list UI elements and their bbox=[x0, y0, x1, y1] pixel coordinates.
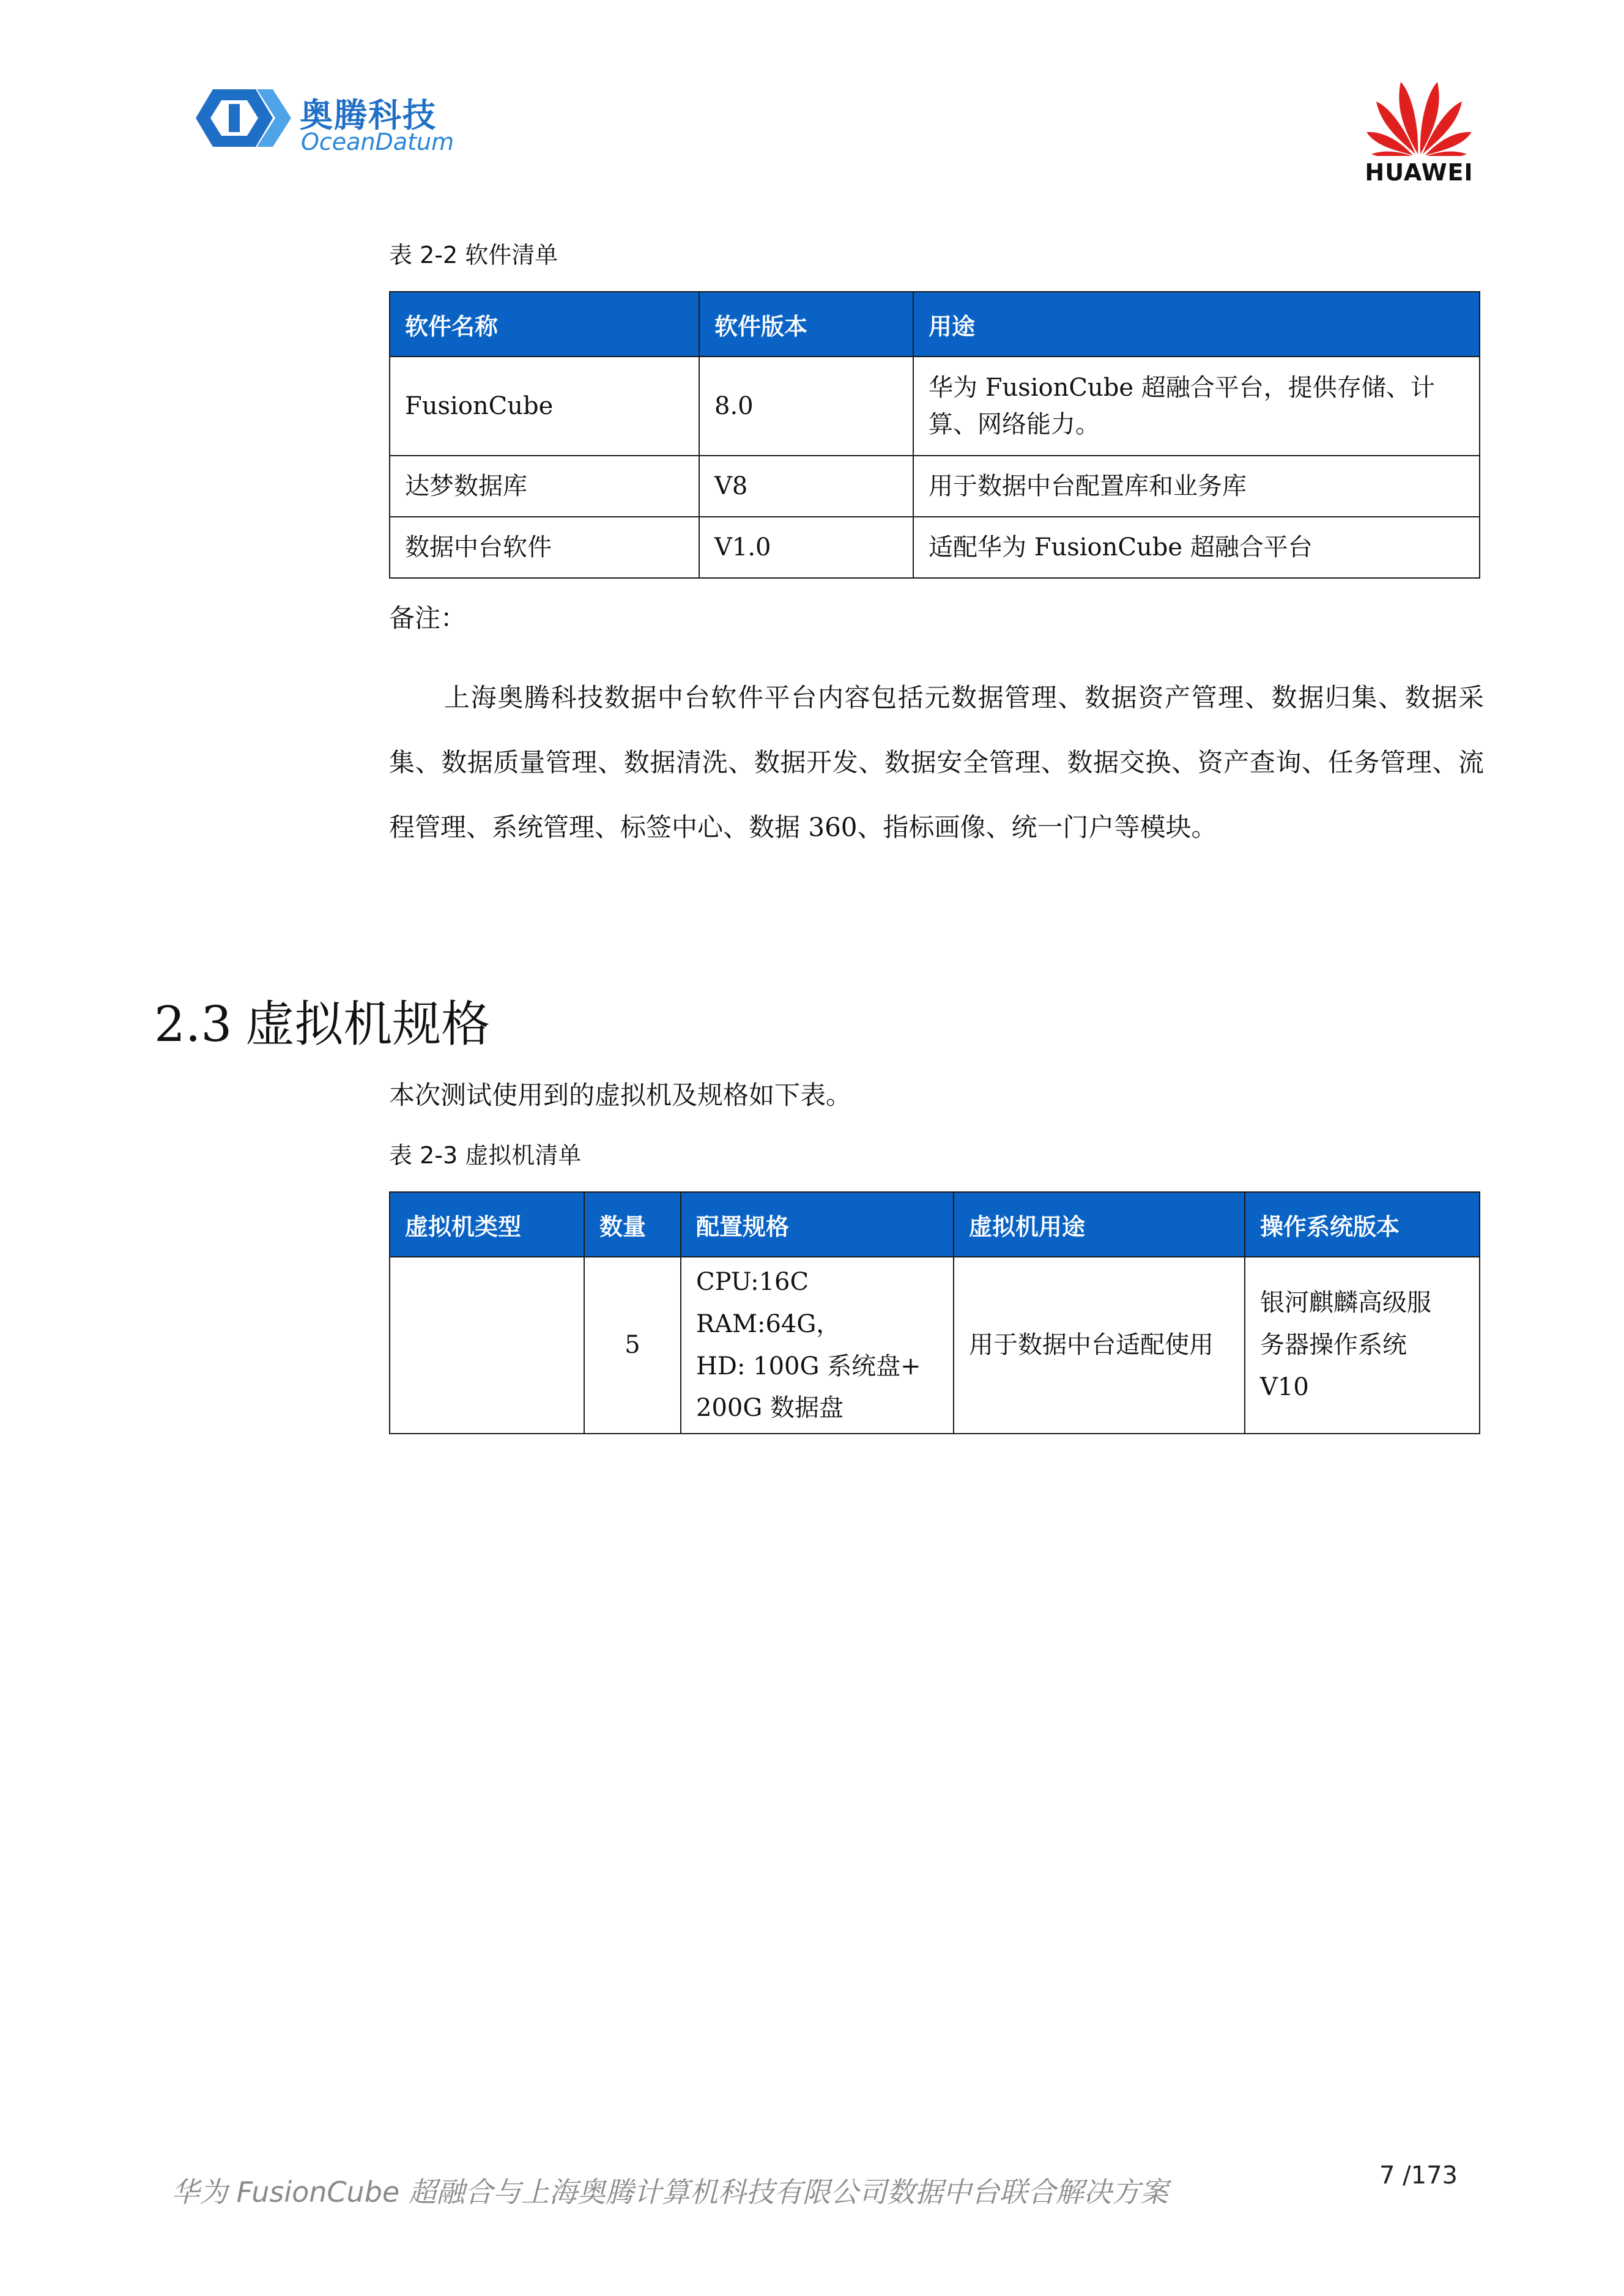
cell-software-version: 8.0 bbox=[699, 357, 913, 456]
huawei-wordmark: HUAWEI bbox=[1365, 159, 1474, 186]
cell-usage: 用于数据中台配置库和业务库 bbox=[913, 456, 1480, 517]
cell-vm-usage: 用于数据中台适配使用 bbox=[954, 1257, 1245, 1434]
col-header-os-version: 操作系统版本 bbox=[1245, 1192, 1480, 1257]
logo-name-en: OceanDatum bbox=[301, 128, 454, 155]
oceandatum-logo bbox=[184, 78, 453, 158]
huawei-petals-icon bbox=[1364, 73, 1474, 156]
cell-spec bbox=[681, 1257, 954, 1434]
vm-table bbox=[389, 1191, 1480, 1434]
note-paragraph: 上海奥腾科技数据中台软件平台内容包括元数据管理、数据资产管理、数据归集、数据采集、数据质量管理、数据清洗、数据开发、数据安全管理、数据交换、资产查询、任务管理、流程管理、系统管理、标签中心、数据 360、指标画像、统一门户等模块。 bbox=[389, 683, 1484, 842]
huawei-logo bbox=[1358, 73, 1480, 186]
section-title: 虚拟机规格 bbox=[245, 996, 491, 1053]
footer-title: 华为 FusionCube 超融合与上海奥腾计算机科技有限公司数据中台联合解决方案 bbox=[171, 2176, 1168, 2209]
note-label: 备注： bbox=[389, 603, 467, 633]
cell-software-version: V8 bbox=[699, 456, 913, 517]
cell-software-name: FusionCube bbox=[390, 357, 699, 456]
os-line: 银河麒麟高级服 bbox=[1260, 1289, 1431, 1317]
table-row bbox=[390, 1257, 1480, 1434]
os-line: V10 bbox=[1260, 1372, 1309, 1401]
col-header-usage: 用途 bbox=[913, 292, 1480, 357]
cell-software-version: V1.0 bbox=[699, 517, 913, 578]
col-header-vm-usage: 虚拟机用途 bbox=[954, 1192, 1245, 1257]
cell-os-version bbox=[1245, 1257, 1480, 1434]
oceandatum-mark-icon bbox=[184, 78, 294, 158]
table-header-row bbox=[390, 1192, 1480, 1257]
spec-line: 200G 数据盘 bbox=[696, 1394, 844, 1423]
table-2-3-caption: 表 2-3 虚拟机清单 bbox=[389, 1142, 582, 1169]
table-header-row bbox=[390, 292, 1480, 357]
spec-line: CPU:16C bbox=[696, 1268, 809, 1296]
table-2-2-caption: 表 2-2 软件清单 bbox=[389, 242, 558, 268]
spec-line: RAM:64G， bbox=[696, 1309, 841, 1338]
section-intro: 本次测试使用到的虚拟机及规格如下表。 bbox=[389, 1080, 852, 1110]
spec-line: HD: 100G 系统盘+ bbox=[696, 1352, 921, 1380]
cell-software-name: 数据中台软件 bbox=[390, 517, 699, 578]
cell-vm-type bbox=[390, 1257, 584, 1434]
section-heading bbox=[154, 985, 490, 1055]
cell-usage: 适配华为 FusionCube 超融合平台 bbox=[913, 517, 1480, 578]
col-header-spec: 配置规格 bbox=[681, 1192, 954, 1257]
table-row bbox=[390, 357, 1480, 456]
col-header-vm-type: 虚拟机类型 bbox=[390, 1192, 584, 1257]
table-row bbox=[390, 517, 1480, 578]
page-number: 7 /173 bbox=[1379, 2161, 1458, 2190]
section-number: 2.3 bbox=[154, 996, 232, 1053]
col-header-software-version: 软件版本 bbox=[699, 292, 913, 357]
cell-usage: 华为 FusionCube 超融合平台，提供存储、计算、网络能力。 bbox=[913, 357, 1480, 456]
col-header-software-name: 软件名称 bbox=[390, 292, 699, 357]
software-table bbox=[389, 291, 1480, 579]
table-row bbox=[390, 456, 1480, 517]
cell-software-name: 达梦数据库 bbox=[390, 456, 699, 517]
col-header-count: 数量 bbox=[584, 1192, 681, 1257]
cell-count: 5 bbox=[584, 1257, 681, 1434]
os-line: 务器操作系统 bbox=[1260, 1331, 1407, 1360]
logo-name-cn: 奥腾科技 bbox=[300, 96, 437, 135]
